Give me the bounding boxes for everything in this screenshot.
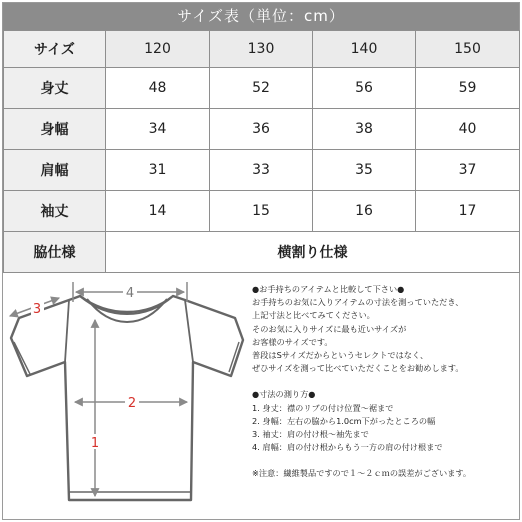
row-label: 袖丈 — [4, 191, 106, 232]
table-cell: 36 — [210, 109, 313, 150]
table-cell: 38 — [313, 109, 416, 150]
howto-notes — [252, 388, 518, 454]
table-cell: 40 — [416, 109, 520, 150]
row-label: 身幅 — [4, 109, 106, 150]
size-header: 150 — [416, 31, 520, 68]
label-3: 3 — [32, 302, 42, 317]
compare-notes — [252, 283, 518, 375]
measurement-section — [3, 268, 519, 518]
label-1: 1 — [90, 436, 100, 451]
table-cell: 17 — [416, 191, 520, 232]
note-line: お客様のサイズです。 — [252, 336, 333, 347]
table-cell: 16 — [313, 191, 416, 232]
note-line: ぜひサイズを測って比べていただくことをお勧めします。 — [252, 363, 464, 374]
caution-note: ※注意：繊維製品ですので１～２ｃｍの誤差がございます。 — [252, 468, 472, 479]
side-spec-value: 横割り仕様 — [106, 232, 520, 273]
table-cell: 56 — [313, 68, 416, 109]
table-cell: 52 — [210, 68, 313, 109]
measurement-notes — [252, 283, 518, 481]
label-2: 2 — [127, 396, 137, 411]
size-header: 140 — [313, 31, 416, 68]
note-line: 上記寸法と比べてみてください。 — [252, 310, 375, 321]
header-label: サイズ — [4, 31, 106, 68]
row-label: 身丈 — [4, 68, 106, 109]
table-cell: 59 — [416, 68, 520, 109]
note-line: 普段はSサイズだからというセレクトではなく、 — [252, 350, 429, 361]
note-line: そのお気に入りサイズに最も近いサイズが — [252, 323, 407, 334]
row-label: 肩幅 — [4, 150, 106, 191]
table-cell: 48 — [106, 68, 210, 109]
size-header: 120 — [106, 31, 210, 68]
table-header-row — [4, 31, 520, 68]
table-row — [4, 191, 520, 232]
table-cell: 14 — [106, 191, 210, 232]
howto-item: 1. 身丈：襟のリブの付け位置～裾まで — [252, 402, 394, 413]
table-cell: 31 — [106, 150, 210, 191]
size-table — [3, 30, 520, 273]
label-4: 4 — [125, 286, 135, 301]
tshirt-diagram — [3, 268, 251, 518]
howto-item: 4. 肩幅：肩の付け根からもう一方の肩の付け根まで — [252, 442, 443, 453]
row-label: 脇仕様 — [4, 232, 106, 273]
note-line: お手持ちのお気に入りアイテムの寸法を測っていただき、 — [252, 297, 464, 308]
table-row — [4, 150, 520, 191]
howto-item: 2. 身幅：左右の脇から1.0cm下がったところの幅 — [252, 415, 436, 426]
table-cell: 37 — [416, 150, 520, 191]
table-row-side — [4, 232, 520, 273]
howto-item: 3. 袖丈：肩の付け根～袖先まで — [252, 429, 369, 440]
size-header: 130 — [210, 31, 313, 68]
table-cell: 33 — [210, 150, 313, 191]
table-cell: 34 — [106, 109, 210, 150]
table-row — [4, 68, 520, 109]
table-row — [4, 109, 520, 150]
page-title: サイズ表（単位：cm） — [3, 3, 519, 30]
howto-heading: ●寸法の測り方● — [252, 389, 316, 400]
table-cell: 35 — [313, 150, 416, 191]
compare-heading: ●お手持ちのアイテムと比較して下さい● — [252, 284, 405, 294]
table-cell: 15 — [210, 191, 313, 232]
